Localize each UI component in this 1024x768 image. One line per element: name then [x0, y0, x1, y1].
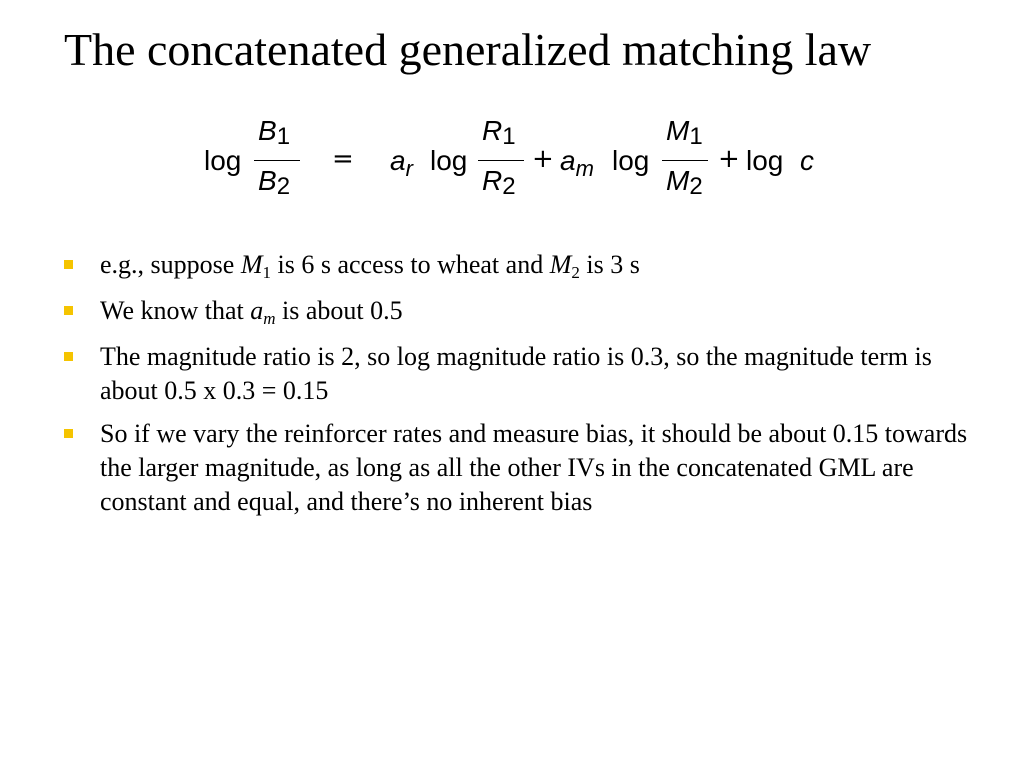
subscript: 1 — [262, 263, 271, 282]
bullet-item — [64, 294, 974, 331]
lhs-numerator — [258, 114, 290, 150]
plus-sign-1: + — [532, 144, 554, 174]
m-num-var: M — [666, 115, 690, 146]
m-numerator — [666, 114, 703, 150]
r-num-sub: 1 — [502, 123, 516, 150]
r-denominator — [482, 164, 516, 200]
square-bullet-icon — [64, 429, 73, 438]
lhs-fraction-bar — [254, 160, 300, 161]
r-log: log — [430, 145, 468, 176]
variable-m: M — [549, 250, 572, 279]
bullet-item — [64, 340, 974, 408]
equals-sign: = — [332, 144, 354, 174]
lhs-fraction — [252, 112, 302, 212]
lhs-denominator — [258, 164, 290, 200]
lhs-den-sub: 2 — [276, 173, 291, 200]
bullet-item — [64, 417, 974, 519]
am-sub: m — [575, 156, 594, 181]
ar-term — [390, 144, 413, 180]
variable-m: M — [240, 250, 263, 279]
r-num-var: R — [482, 115, 503, 146]
bullet-item — [64, 248, 974, 285]
ar-var: a — [390, 145, 406, 176]
r-fraction-bar — [478, 160, 524, 161]
r-den-var: R — [482, 165, 503, 196]
lhs-den-var: B — [258, 165, 277, 196]
lhs-num-var: B — [258, 115, 277, 146]
plus-sign-2: + — [718, 144, 740, 174]
square-bullet-icon — [64, 260, 73, 269]
m-den-var: M — [666, 165, 690, 196]
bullet-text: We know that — [100, 296, 251, 325]
subscript: 2 — [571, 263, 580, 282]
c-log: log — [746, 145, 784, 176]
bullet-text: is 6 s access to wheat and — [271, 250, 550, 279]
am-var: a — [560, 145, 576, 176]
m-denominator — [666, 164, 703, 200]
ar-sub: r — [405, 156, 413, 181]
square-bullet-icon — [64, 352, 73, 361]
bullet-text: e.g., suppose — [100, 250, 241, 279]
m-log: log — [612, 145, 650, 176]
r-fraction — [476, 112, 526, 212]
am-term — [560, 144, 594, 180]
lhs-num-sub: 1 — [276, 123, 291, 150]
m-den-sub: 2 — [689, 173, 703, 200]
r-den-sub: 2 — [502, 173, 516, 200]
bullet-text: The magnitude ratio is 2, so log magnitude ratio is 0.3, so the magnitude term is about 0.5 x 0.3 = 0.15 — [100, 342, 932, 405]
variable-a: a — [250, 296, 264, 325]
slide-title: The concatenated generalized matching law — [64, 24, 872, 75]
bullet-list — [64, 248, 974, 528]
r-numerator — [482, 114, 516, 150]
subscript: m — [263, 309, 276, 328]
m-num-sub: 1 — [689, 123, 703, 150]
m-fraction — [660, 112, 710, 212]
matching-law-equation — [200, 112, 840, 212]
bullet-text: So if we vary the reinforcer rates and measure bias, it should be about 0.15 towards the larger magnitude, as long as all the other IVs in the concatenated GML are constant and equal, and there’s no inherent bias — [100, 419, 968, 516]
c-var: c — [800, 145, 814, 176]
bullet-text: is about 0.5 — [275, 296, 403, 325]
lhs-log: log — [204, 145, 242, 176]
bullet-text: is 3 s — [579, 250, 640, 279]
m-fraction-bar — [662, 160, 708, 161]
square-bullet-icon — [64, 306, 73, 315]
